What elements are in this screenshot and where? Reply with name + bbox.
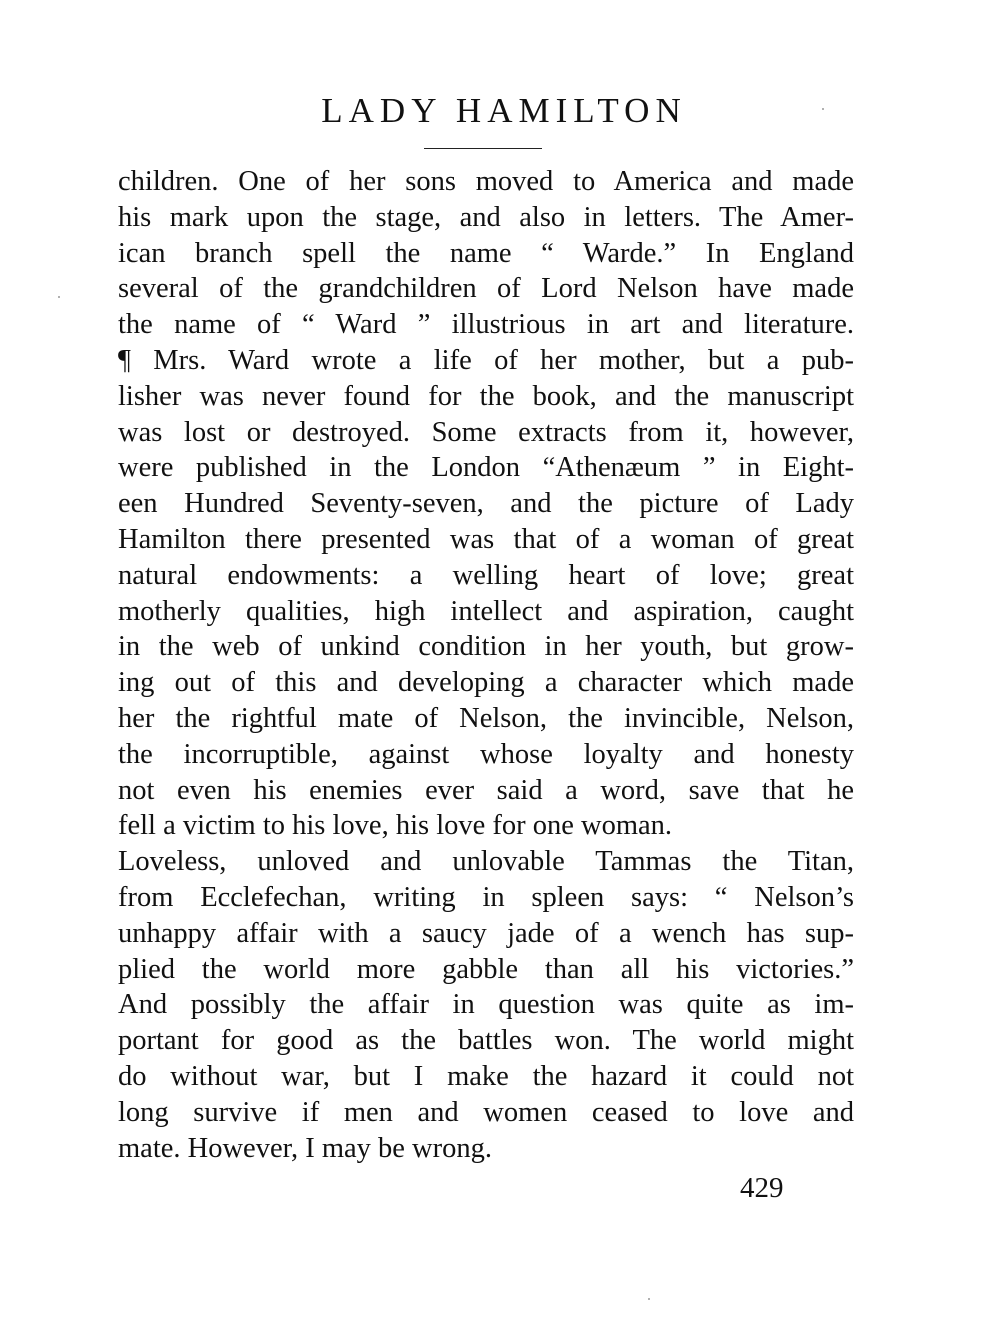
text-line: do without war, but I make the hazard it could not <box>118 1060 854 1092</box>
page-number: 429 <box>740 1172 784 1204</box>
text-line: were published in the London “Athenæum ” in Eight- <box>118 452 854 484</box>
running-head: LADY HAMILTON <box>321 91 687 130</box>
text-line: ican branch spell the name “ Warde.” In England <box>118 237 854 269</box>
head-rule <box>424 148 542 149</box>
text-line: plied the world more gabble than all his victories.” <box>118 953 854 985</box>
text-line: his mark upon the stage, and also in letters. The Amer- <box>118 201 854 233</box>
text-line: the name of “ Ward ” illustrious in art and literature. <box>118 309 854 341</box>
text-line: fell a victim to his love, his love for one woman. <box>118 810 673 842</box>
text-line: portant for good as the battles won. The world might <box>118 1025 854 1057</box>
text-line: And possibly the affair in question was quite as im- <box>118 989 854 1021</box>
text-line: Hamilton there presented was that of a woman of great <box>118 523 854 555</box>
paper-speck <box>822 108 824 110</box>
text-line: ¶ Mrs. Ward wrote a life of her mother, but a pub- <box>118 344 854 376</box>
text-line: from Ecclefechan, writing in spleen says: “ Nelson’s <box>118 881 854 913</box>
text-line: motherly qualities, high intellect and aspiration, caught <box>118 595 854 627</box>
text-line: long survive if men and women ceased to love and <box>118 1096 854 1128</box>
text-line: the incorruptible, against whose loyalty and honesty <box>118 738 854 770</box>
text-line: several of the grandchildren of Lord Nelson have made <box>118 273 854 305</box>
text-line: unhappy affair with a saucy jade of a wench has sup- <box>118 917 854 949</box>
text-line: children. One of her sons moved to America and made <box>118 166 854 197</box>
text-line: natural endowments: a welling heart of love; great <box>118 559 854 591</box>
text-line: een Hundred Seventy-seven, and the picture of Lady <box>118 488 854 520</box>
paper-speck <box>648 1298 650 1300</box>
text-line: not even his enemies ever said a word, save that he <box>118 774 854 806</box>
body-text <box>118 164 854 1166</box>
text-line: lisher was never found for the book, and the manuscript <box>118 380 854 412</box>
text-line: her the rightful mate of Nelson, the invincible, Nelson, <box>118 702 854 734</box>
text-line: was lost or destroyed. Some extracts from it, however, <box>118 416 854 448</box>
paper-speck <box>58 296 60 298</box>
text-line: Loveless, unloved and unlovable Tammas the Titan, <box>118 846 854 878</box>
text-line: ing out of this and developing a character which made <box>118 667 854 699</box>
text-line: in the web of unkind condition in her youth, but grow- <box>118 631 854 663</box>
text-line: mate. However, I may be wrong. <box>118 1132 492 1164</box>
